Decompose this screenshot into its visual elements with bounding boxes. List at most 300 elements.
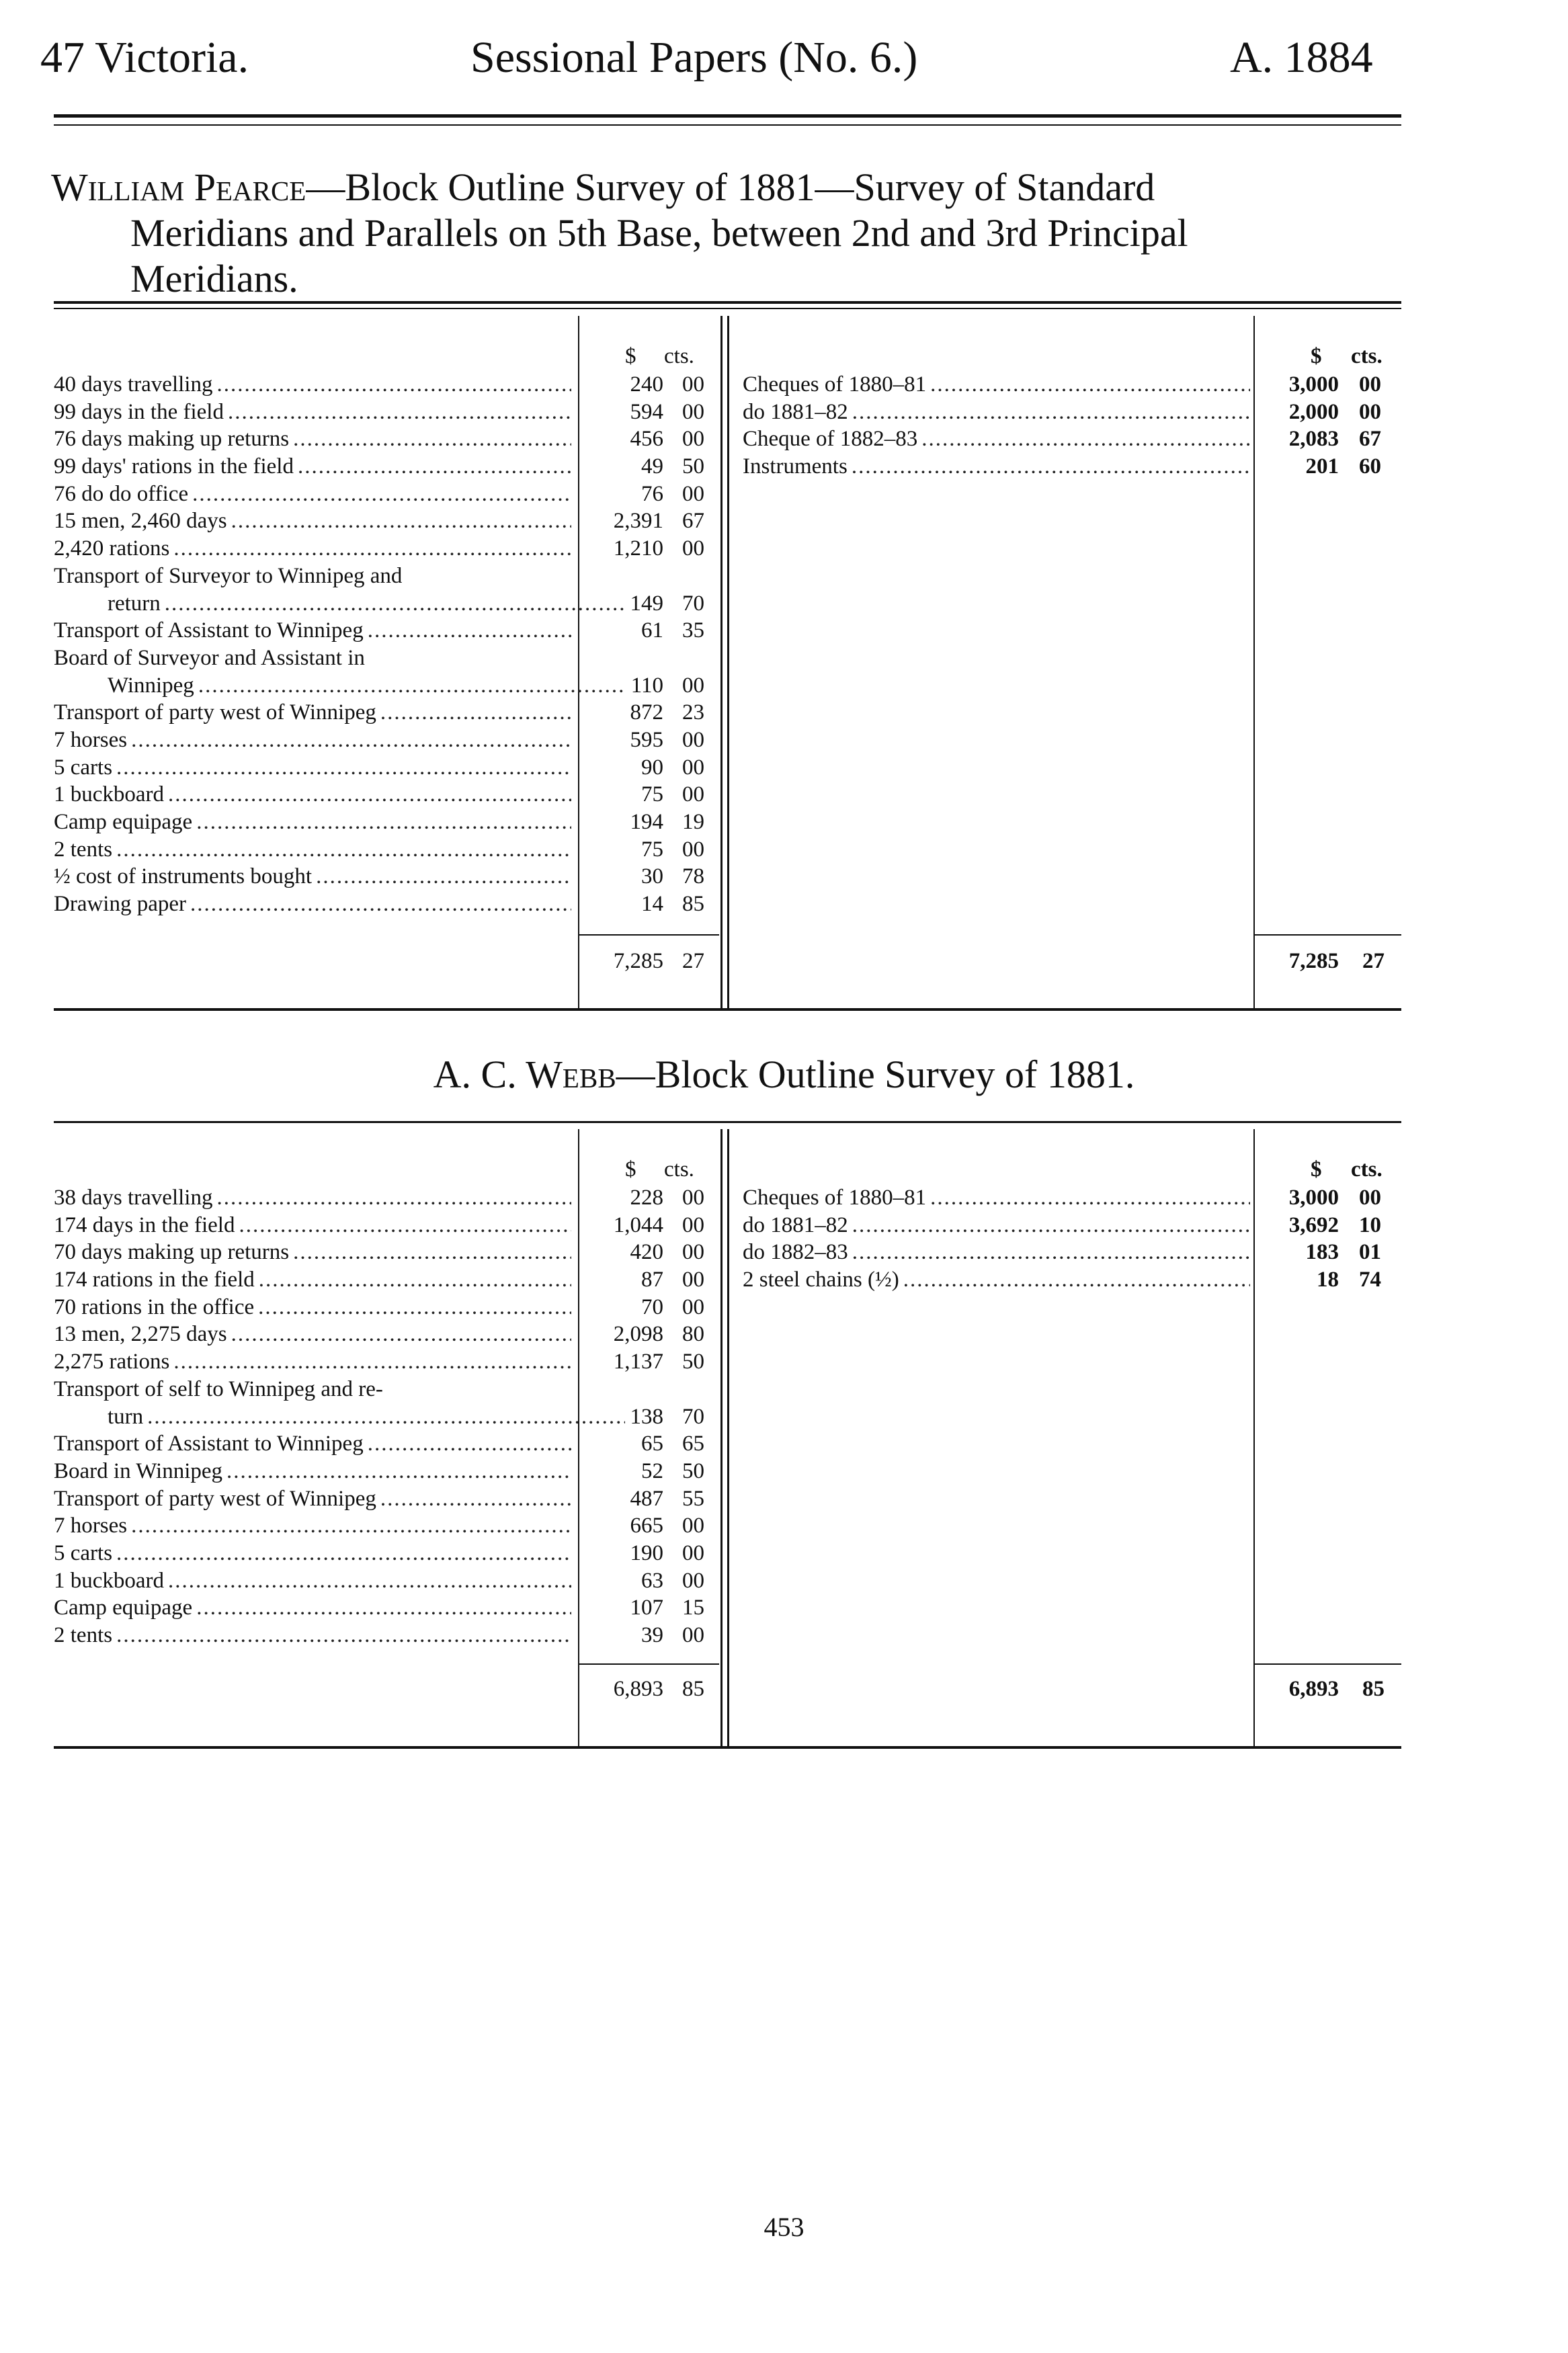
section1-right-dollar-header: $ [1311, 344, 1322, 368]
ledger-row [54, 1376, 726, 1403]
leader-dots [316, 863, 571, 891]
section1-table-rule-top-thin [54, 308, 1401, 309]
ledger-row-cents: 00 [682, 399, 704, 424]
ledger-row-label [54, 507, 571, 535]
ledger-row [54, 699, 726, 727]
ledger-row-label [54, 481, 571, 508]
section1-right-total-cents: 27 [1362, 949, 1385, 973]
section1-right-total-rule [1255, 934, 1401, 936]
ledger-row-dollars: 2,083 [1288, 427, 1339, 452]
ledger-row-label-text: 76 do do office [54, 481, 189, 506]
ledger-row-label-text: Winnipeg [108, 673, 194, 698]
ledger-row-cents: 00 [682, 1514, 704, 1538]
leader-dots [173, 1348, 571, 1376]
ledger-row-label [54, 1321, 571, 1348]
ledger-row-label-text: 1 buckboard [54, 1568, 165, 1593]
ledger-row [743, 453, 1401, 481]
ledger-row-label [54, 535, 571, 563]
ledger-row-label-text: Drawing paper [54, 892, 187, 917]
ledger-row-label [54, 1294, 571, 1321]
ledger-row-label [743, 1184, 1250, 1212]
ledger-row-dollars: 138 [630, 1404, 663, 1429]
ledger-row-dollars: 228 [630, 1186, 663, 1210]
page-number: 453 [764, 2212, 804, 2242]
ledger-row-label [743, 453, 1250, 481]
ledger-row [54, 1266, 726, 1294]
ledger-row-label-text: ½ cost of instruments bought [54, 864, 313, 889]
ledger-row [54, 425, 726, 453]
ledger-row-label [54, 1430, 571, 1458]
ledger-row-label-text: turn [108, 1404, 144, 1429]
ledger-row-label [54, 1239, 571, 1266]
ledger-row [54, 727, 726, 754]
section1-left-total-cents: 27 [682, 949, 704, 973]
ledger-row-label [54, 617, 571, 645]
ledger-row [743, 1184, 1401, 1212]
ledger-row-label-text: return [108, 591, 161, 616]
ledger-row-cents: 67 [1359, 427, 1381, 452]
section2-right-total-rule [1255, 1663, 1401, 1665]
ledger-row [54, 891, 726, 918]
ledger-row-label [54, 590, 625, 618]
ledger-row-cents: 19 [682, 810, 704, 834]
ledger-row-label-text: 38 days travelling [54, 1186, 213, 1210]
ledger-row-dollars: 52 [641, 1458, 663, 1483]
leader-dots [116, 1622, 571, 1649]
ledger-row-dollars: 3,692 [1288, 1212, 1339, 1237]
ledger-row-dollars: 49 [641, 454, 663, 479]
ledger-row-dollars: 665 [630, 1514, 663, 1538]
header-left: 47 Victoria. [40, 33, 249, 82]
ledger-row-label [54, 1348, 571, 1376]
section1-left-total-rule [579, 934, 719, 936]
ledger-row [54, 809, 726, 836]
ledger-row-label-text: 174 rations in the field [54, 1268, 255, 1292]
leader-dots [852, 453, 1250, 481]
ledger-row [743, 425, 1401, 453]
ledger-row-cents: 10 [1359, 1212, 1381, 1237]
ledger-row-cents: 00 [682, 755, 704, 780]
ledger-row-label [54, 645, 571, 672]
ledger-row-cents: 60 [1359, 454, 1381, 479]
ledger-row-label-text: Cheques of 1880–81 [743, 1186, 927, 1210]
ledger-row-label [54, 1622, 571, 1649]
ledger-row-dollars: 63 [641, 1568, 663, 1593]
ledger-row-dollars: 456 [630, 427, 663, 452]
ledger-row [54, 617, 726, 645]
ledger-row-label [54, 399, 571, 426]
ledger-row [54, 1567, 726, 1595]
ledger-row-label-text: Board of Surveyor and Assistant in [54, 645, 365, 670]
ledger-row-label-text: 99 days in the field [54, 399, 224, 424]
ledger-row [743, 1239, 1401, 1266]
ledger-row-cents: 70 [682, 591, 704, 616]
ledger-row-label [743, 371, 1250, 399]
ledger-row-label-text: 2 tents [54, 837, 113, 862]
ledger-row-label [743, 399, 1250, 426]
leader-dots [190, 891, 571, 918]
ledger-row-dollars: 594 [630, 399, 663, 424]
ledger-row [54, 1622, 726, 1649]
ledger-row-label-text: 2 tents [54, 1623, 113, 1647]
leader-dots [259, 1266, 571, 1294]
ledger-row-dollars: 1,044 [613, 1212, 663, 1237]
leader-dots [930, 371, 1250, 399]
leader-dots [192, 481, 571, 508]
leader-dots [168, 1567, 571, 1595]
ledger-row-label [54, 563, 571, 590]
section2-title-rest: —Block Outline Survey of 1881. [616, 1052, 1135, 1096]
leader-dots [116, 1540, 571, 1567]
ledger-row-dollars: 201 [1305, 454, 1339, 479]
ledger-row [54, 1540, 726, 1567]
ledger-row-cents: 50 [682, 1350, 704, 1374]
ledger-row [54, 645, 726, 672]
ledger-row-dollars: 70 [641, 1294, 663, 1319]
section1-title-line3: Meridians. [130, 257, 298, 300]
section2-bottom-rule [54, 1746, 1401, 1749]
leader-dots [380, 699, 571, 727]
leader-dots [165, 590, 625, 618]
leader-dots [921, 425, 1250, 453]
ledger-row-label-text: 70 days making up returns [54, 1240, 290, 1265]
section2-right-total-cents: 85 [1362, 1677, 1385, 1701]
ledger-row-dollars: 3,000 [1288, 1186, 1339, 1210]
ledger-row [54, 1294, 726, 1321]
ledger-row [54, 1212, 726, 1239]
ledger-row-label [54, 836, 571, 864]
section2-left-dollar-header: $ [625, 1157, 636, 1182]
ledger-row-label [54, 1567, 571, 1595]
ledger-row-label [743, 1266, 1250, 1294]
ledger-row-label [54, 1485, 571, 1513]
leader-dots [228, 399, 571, 426]
ledger-row-cents: 00 [682, 1268, 704, 1292]
ledger-row-dollars: 61 [641, 618, 663, 643]
ledger-row [54, 563, 726, 590]
ledger-row-cents: 00 [682, 372, 704, 397]
section2-right-items [743, 1184, 1401, 1294]
ledger-row [54, 1594, 726, 1622]
ledger-row-cents: 67 [682, 509, 704, 534]
section1-right-total-dollars: 7,285 [1288, 949, 1339, 973]
ledger-row [743, 399, 1401, 426]
section2-right-total-dollars: 6,893 [1288, 1677, 1339, 1701]
ledger-row-dollars: 194 [630, 810, 663, 834]
ledger-row-cents: 85 [682, 892, 704, 917]
leader-dots [196, 809, 571, 836]
section1-left-dollar-header: $ [625, 344, 636, 368]
section2-left-total-dollars: 6,893 [613, 1677, 663, 1701]
ledger-row-label-text: Transport of Assistant to Winnipeg [54, 1432, 364, 1456]
ledger-row-label-text: 5 carts [54, 755, 113, 780]
section2-title-name: A. C. Webb [433, 1052, 616, 1096]
section2-left-total-cents: 85 [682, 1677, 704, 1701]
ledger-row-label-text: do 1882–83 [743, 1240, 848, 1265]
ledger-row-cents: 00 [682, 481, 704, 506]
ledger-row-cents: 74 [1359, 1268, 1381, 1292]
leader-dots [216, 1184, 571, 1212]
leader-dots [852, 399, 1250, 426]
ledger-row-cents: 00 [682, 427, 704, 452]
ledger-row-dollars: 107 [630, 1596, 663, 1620]
ledger-row-dollars: 190 [630, 1540, 663, 1565]
ledger-row [54, 590, 726, 618]
ledger-row-label [54, 891, 571, 918]
ledger-row [54, 1239, 726, 1266]
ledger-row-cents: 00 [682, 536, 704, 561]
ledger-row-dollars: 76 [641, 481, 663, 506]
ledger-row [54, 672, 726, 700]
ledger-row-label [54, 809, 571, 836]
ledger-row-label [743, 1239, 1250, 1266]
section1-title-line1: —Block Outline Survey of 1881—Survey of Standard [306, 165, 1155, 209]
ledger-row-label [54, 1458, 571, 1485]
section1-title-name: William Pearce [51, 165, 306, 209]
ledger-row [54, 1184, 726, 1212]
section1-right-cts-header: cts. [1351, 344, 1383, 368]
ledger-row-cents: 00 [682, 782, 704, 807]
ledger-row [54, 1348, 726, 1376]
ledger-row-label-text: Transport of party west of Winnipeg [54, 1486, 376, 1511]
ledger-row-dollars: 3,000 [1288, 372, 1339, 397]
section2-left-total-rule [579, 1663, 719, 1665]
leader-dots [903, 1266, 1250, 1294]
leader-dots [116, 836, 571, 864]
ledger-row-label-text: 2,275 rations [54, 1350, 170, 1374]
leader-dots [852, 1212, 1250, 1239]
ledger-row-cents: 00 [682, 1540, 704, 1565]
section2-table-rule-top [54, 1121, 1401, 1123]
ledger-row-label-text: do 1881–82 [743, 399, 848, 424]
ledger-row [54, 481, 726, 508]
ledger-row [54, 535, 726, 563]
ledger-row-label [54, 1540, 571, 1567]
ledger-row-cents: 01 [1359, 1240, 1381, 1265]
ledger-row-dollars: 18 [1317, 1268, 1339, 1292]
ledger-row-label [54, 863, 571, 891]
ledger-row-dollars: 149 [630, 591, 663, 616]
section1-left-items [54, 371, 726, 918]
ledger-row [54, 1512, 726, 1540]
section2-right-dollar-header: $ [1311, 1157, 1322, 1182]
ledger-row [54, 1430, 726, 1458]
ledger-row-label-text: 1 buckboard [54, 782, 165, 807]
ledger-row-dollars: 75 [641, 782, 663, 807]
ledger-row-cents: 00 [682, 837, 704, 862]
ledger-row-label-text: 7 horses [54, 1514, 128, 1538]
ledger-row-dollars: 2,000 [1288, 399, 1339, 424]
ledger-row [54, 836, 726, 864]
ledger-row-cents: 00 [682, 1294, 704, 1319]
ledger-row-label [54, 1594, 571, 1622]
leader-dots [368, 1430, 571, 1458]
header-center: Sessional Papers (No. 6.) [470, 33, 918, 82]
ledger-row-label [54, 1376, 571, 1403]
ledger-row-label [54, 754, 571, 782]
ledger-row-label [54, 672, 625, 700]
ledger-row-label-text: do 1881–82 [743, 1212, 848, 1237]
ledger-row-dollars: 14 [641, 892, 663, 917]
ledger-row-cents: 00 [682, 1212, 704, 1237]
leader-dots [231, 507, 571, 535]
leader-dots [231, 1321, 571, 1348]
ledger-row-cents: 65 [682, 1432, 704, 1456]
ledger-row-label-text: 40 days travelling [54, 372, 213, 397]
ledger-row-cents: 80 [682, 1322, 704, 1347]
ledger-row-dollars: 1,137 [613, 1350, 663, 1374]
ledger-row-label-text: 5 carts [54, 1540, 113, 1565]
ledger-row-label [54, 1184, 571, 1212]
section1-table-rule-top [54, 301, 1401, 304]
ledger-row [743, 371, 1401, 399]
section1-left-cts-header: cts. [664, 344, 694, 368]
ledger-row-dollars: 183 [1305, 1240, 1339, 1265]
leader-dots [298, 453, 571, 481]
ledger-row-cents: 50 [682, 454, 704, 479]
section1-right-items [743, 371, 1401, 481]
ledger-row [54, 781, 726, 809]
ledger-row-label-text: 174 days in the field [54, 1212, 235, 1237]
ledger-row [54, 863, 726, 891]
section1-center-double-rule-b [727, 316, 729, 1008]
ledger-row-label-text: Cheque of 1882–83 [743, 427, 918, 452]
ledger-row-label-text: 99 days' rations in the field [54, 454, 294, 479]
section1-title-line2: Meridians and Parallels on 5th Base, between 2nd and 3rd Principal [130, 211, 1188, 255]
ledger-row-dollars: 240 [630, 372, 663, 397]
ledger-row-label-text: 76 days making up returns [54, 427, 290, 452]
leader-dots [293, 425, 571, 453]
ledger-row-label-text: Camp equipage [54, 810, 193, 834]
ledger-row-cents: 00 [1359, 372, 1381, 397]
ledger-row [54, 1485, 726, 1513]
ledger-row-label-text: Transport of self to Winnipeg and re- [54, 1376, 383, 1401]
ledger-row-label [54, 699, 571, 727]
ledger-row-dollars: 39 [641, 1623, 663, 1647]
ledger-row-dollars: 487 [630, 1486, 663, 1511]
section2-left-items [54, 1184, 726, 1649]
leader-dots [852, 1239, 1250, 1266]
ledger-row-label-text: Camp equipage [54, 1596, 193, 1620]
ledger-row-dollars: 90 [641, 755, 663, 780]
ledger-row-label [54, 371, 571, 399]
ledger-row-cents: 50 [682, 1458, 704, 1483]
ledger-row-label [743, 1212, 1250, 1239]
ledger-row [54, 507, 726, 535]
leader-dots [131, 727, 571, 754]
leader-dots [226, 1458, 571, 1485]
ledger-row-dollars: 30 [641, 864, 663, 889]
leader-dots [147, 1403, 625, 1431]
section1-bottom-rule [54, 1008, 1401, 1011]
header-right: A. 1884 [1230, 33, 1373, 82]
section1-title [51, 165, 1395, 302]
ledger-row-label-text: Cheques of 1880–81 [743, 372, 927, 397]
ledger-row-cents: 23 [682, 700, 704, 725]
ledger-row-label [743, 425, 1250, 453]
ledger-row [54, 453, 726, 481]
leader-dots [131, 1512, 571, 1540]
leader-dots [258, 1294, 571, 1321]
leader-dots [930, 1184, 1250, 1212]
ledger-row [54, 754, 726, 782]
ledger-row-label-text: Board in Winnipeg [54, 1458, 223, 1483]
ledger-row-dollars: 872 [630, 700, 663, 725]
ledger-row-cents: 00 [682, 1623, 704, 1647]
ledger-row-label [54, 453, 571, 481]
ledger-row-dollars: 65 [641, 1432, 663, 1456]
ledger-row-dollars: 110 [630, 673, 663, 698]
ledger-row-label-text: Transport of party west of Winnipeg [54, 700, 376, 725]
section2-right-cts-header: cts. [1351, 1157, 1383, 1182]
header-rule-thick [54, 114, 1401, 118]
ledger-row-dollars: 75 [641, 837, 663, 862]
ledger-row-label-text: Transport of Surveyor to Winnipeg and [54, 563, 403, 588]
ledger-row-label-text: Transport of Assistant to Winnipeg [54, 618, 364, 643]
ledger-row-label [54, 727, 571, 754]
ledger-row-cents: 15 [682, 1596, 704, 1620]
ledger-row [54, 1403, 726, 1431]
leader-dots [380, 1485, 571, 1513]
ledger-row-cents: 00 [1359, 399, 1381, 424]
leader-dots [293, 1239, 571, 1266]
ledger-row-cents: 35 [682, 618, 704, 643]
ledger-row-cents: 00 [682, 673, 704, 698]
ledger-row-label-text: 70 rations in the office [54, 1294, 255, 1319]
leader-dots [239, 1212, 571, 1239]
ledger-row-label-text: 15 men, 2,460 days [54, 509, 227, 534]
section2-center-double-rule-b [727, 1129, 729, 1747]
ledger-row-dollars: 1,210 [613, 536, 663, 561]
ledger-row-label [54, 1212, 571, 1239]
ledger-row-label-text: 13 men, 2,275 days [54, 1322, 227, 1347]
ledger-row-cents: 78 [682, 864, 704, 889]
ledger-row-dollars: 2,098 [613, 1322, 663, 1347]
ledger-row [54, 399, 726, 426]
ledger-row-label [54, 781, 571, 809]
ledger-row-cents: 55 [682, 1486, 704, 1511]
leader-dots [198, 672, 625, 700]
leader-dots [168, 781, 571, 809]
section2-left-cts-header: cts. [664, 1157, 694, 1182]
leader-dots [196, 1594, 571, 1622]
ledger-row-label-text: Instruments [743, 454, 848, 479]
ledger-row-label [54, 1512, 571, 1540]
ledger-row-label [54, 1266, 571, 1294]
ledger-row [743, 1266, 1401, 1294]
ledger-row-dollars: 420 [630, 1240, 663, 1265]
ledger-row-cents: 00 [682, 1186, 704, 1210]
ledger-row [743, 1212, 1401, 1239]
ledger-row-label-text: 7 horses [54, 727, 128, 752]
ledger-row-cents: 00 [682, 727, 704, 752]
ledger-row [54, 371, 726, 399]
section2-title [0, 1052, 1568, 1097]
leader-dots [216, 371, 571, 399]
ledger-row-label [54, 425, 571, 453]
header-rule-thin [54, 124, 1401, 126]
leader-dots [116, 754, 571, 782]
ledger-row-label-text: 2,420 rations [54, 536, 170, 561]
ledger-row-cents: 00 [682, 1568, 704, 1593]
leader-dots [173, 535, 571, 563]
ledger-row-cents: 70 [682, 1404, 704, 1429]
ledger-row-label [54, 1403, 625, 1431]
ledger-row-dollars: 87 [641, 1268, 663, 1292]
ledger-row-dollars: 595 [630, 727, 663, 752]
ledger-row-cents: 00 [1359, 1186, 1381, 1210]
leader-dots [368, 617, 571, 645]
